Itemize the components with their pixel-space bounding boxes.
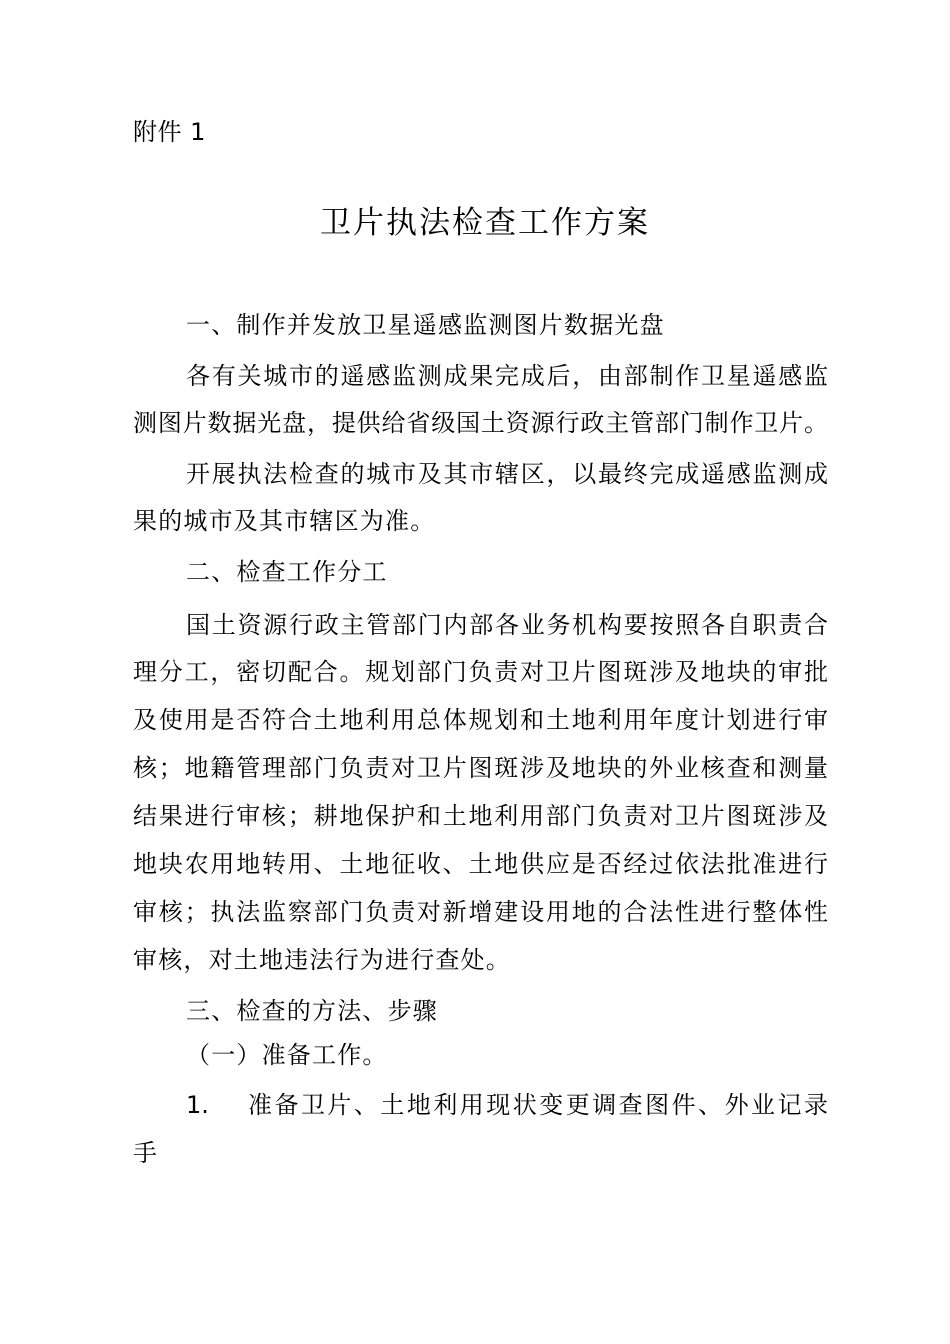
paragraph-line: 审核；执法监察部门负责对新增建设用地的合法性进行整体性 <box>133 898 828 926</box>
paragraph-line: 各有关城市的遥感监测成果完成后，由部制作卫星遥感监 <box>186 362 828 390</box>
paragraph-line: 审核，对土地违法行为进行查处。 <box>133 946 511 974</box>
paragraph-line: 测图片数据光盘，提供给省级国土资源行政主管部门制作卫片。 <box>133 409 828 437</box>
paragraph-line: 开展执法检查的城市及其市辖区，以最终完成遥感监测成 <box>186 460 828 488</box>
paragraph-line: 地块农用地转用、土地征收、土地供应是否经过依法批准进行 <box>133 850 828 878</box>
paragraph-line: 果的城市及其市辖区为准。 <box>133 507 436 535</box>
paragraph-line: 三、检查的方法、步骤 <box>186 997 438 1025</box>
paragraph-line: （一）准备工作。 <box>186 1041 388 1069</box>
paragraph-line: 核；地籍管理部门负责对卫片图斑涉及地块的外业核查和测量 <box>133 754 828 782</box>
attachment-label: 附件 1 <box>133 118 206 146</box>
paragraph-line: 二、检查工作分工 <box>186 558 388 586</box>
numbered-item <box>186 1090 828 1120</box>
item-number: 1. <box>186 1091 209 1119</box>
paragraph-line: 结果进行审核；耕地保护和土地利用部门负责对卫片图斑涉及 <box>133 802 828 830</box>
paragraph-line: 及使用是否符合土地利用总体规划和土地利用年度计划进行审 <box>133 706 828 734</box>
item-continuation: 手 <box>133 1139 159 1167</box>
paragraph-line: 理分工，密切配合。规划部门负责对卫片图斑涉及地块的审批 <box>133 658 828 686</box>
item-text: 准备卫片、土地利用现状变更调查图件、外业记录 <box>248 1091 828 1119</box>
document-title: 卫片执法检查工作方案 <box>320 205 650 241</box>
paragraph-line: 一、制作并发放卫星遥感监测图片数据光盘 <box>186 311 665 339</box>
paragraph-line: 国土资源行政主管部门内部各业务机构要按照各自职责合 <box>186 611 828 639</box>
